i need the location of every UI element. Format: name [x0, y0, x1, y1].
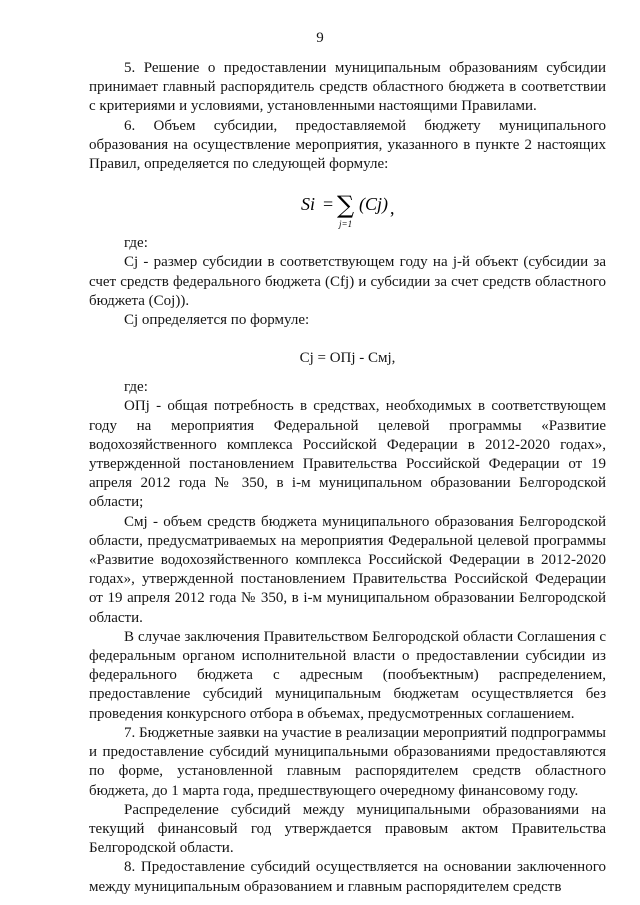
- paragraph-agreement: В случае заключения Правительством Белгородской области Соглашения с федеральным органом исполнительной власти о предоставлении субсидии из федерального бюджета с адресным (пообъектным) распределением, предоставление субсидий муниципальным бюджетам осуществляется без проведения конкурсного отбора в объемах, предусмотренных соглашением.: [89, 628, 606, 722]
- document-body: [89, 59, 606, 897]
- paragraph-cj-formula-intro: Cj определяется по формуле:: [124, 312, 310, 329]
- paragraph-5: 5. Решение о предоставлении муниципальным образованиям субсидии принимает главный распорядитель средств областного бюджета в соответствии с критериями и условиями, установленными настоящими Правилами.: [89, 60, 606, 115]
- formula-sum-svg: [89, 177, 606, 232]
- formula-eq: =: [323, 194, 334, 215]
- paragraph-cj-definition: Cj - размер субсидии в соответствующем году на j-й объект (субсидии за счет средств федерального бюджета (Cfj) и субсидии за счет средств областного бюджета (Coj)).: [89, 254, 606, 309]
- formula-lhs: Si: [301, 194, 316, 215]
- paragraph-8: 8. Предоставление субсидий осуществляется на основании заключенного между муниципальным образованием и главным распорядителем средств: [89, 859, 606, 895]
- formula-sum-lower: j=1: [339, 219, 353, 230]
- formula-subsidy-sum: [89, 177, 606, 232]
- paragraph-opj: ОПj - общая потребность в средствах, необходимых в соответствующем году на мероприятия Федеральной целевой программы «Развитие водохозяйственного комплекса Российской Федерации в 2012-2020 годах», утвержденной постановлением Правительства Российской Федерации от 19 апреля 2012 года № 350, в i-м муниципальном образовании Белгородской области;: [89, 398, 606, 511]
- paragraph-cmj: Cмj - объем средств бюджета муниципального образования Белгородской области, предусматриваемых на мероприятия Федеральной целевой программы «Развитие водохозяйственного комплекса Российской Федерации в 2012-2020 годах», утвержденной постановлением Правительства Российской Федерации от 19 апреля 2012 года № 350, в i-м муниципальном образовании Белгородской области.: [89, 513, 606, 626]
- page-number: 9: [316, 30, 324, 46]
- paragraph-6: 6. Объем субсидии, предоставляемой бюджету муниципального образования на осуществление мероприятия, указанного в пункте 2 настоящих Правил, определяется по следующей формуле:: [89, 117, 606, 173]
- paragraph-7: 7. Бюджетные заявки на участие в реализации мероприятий подпрограммы и предоставление субсидий муниципальными образованиями предоставляются по форме, установленной главным распорядителем средств областного бюджета, до 1 марта года, предшествующего очередному финансовому году.: [89, 724, 606, 799]
- paragraph-distribution: Распределение субсидий между муниципальными образованиями на текущий финансовый год утверждается правовым актом Правительства Белгородской области.: [89, 801, 606, 857]
- where-label-2: где:: [124, 379, 148, 396]
- formula-comma: ,: [390, 198, 395, 219]
- where-label-1: где:: [124, 235, 148, 252]
- formula-term: (Cj): [359, 194, 388, 215]
- formula-cj: Cj = ОПj - Cмj,: [299, 350, 396, 367]
- sigma-icon: ∑: [337, 191, 355, 220]
